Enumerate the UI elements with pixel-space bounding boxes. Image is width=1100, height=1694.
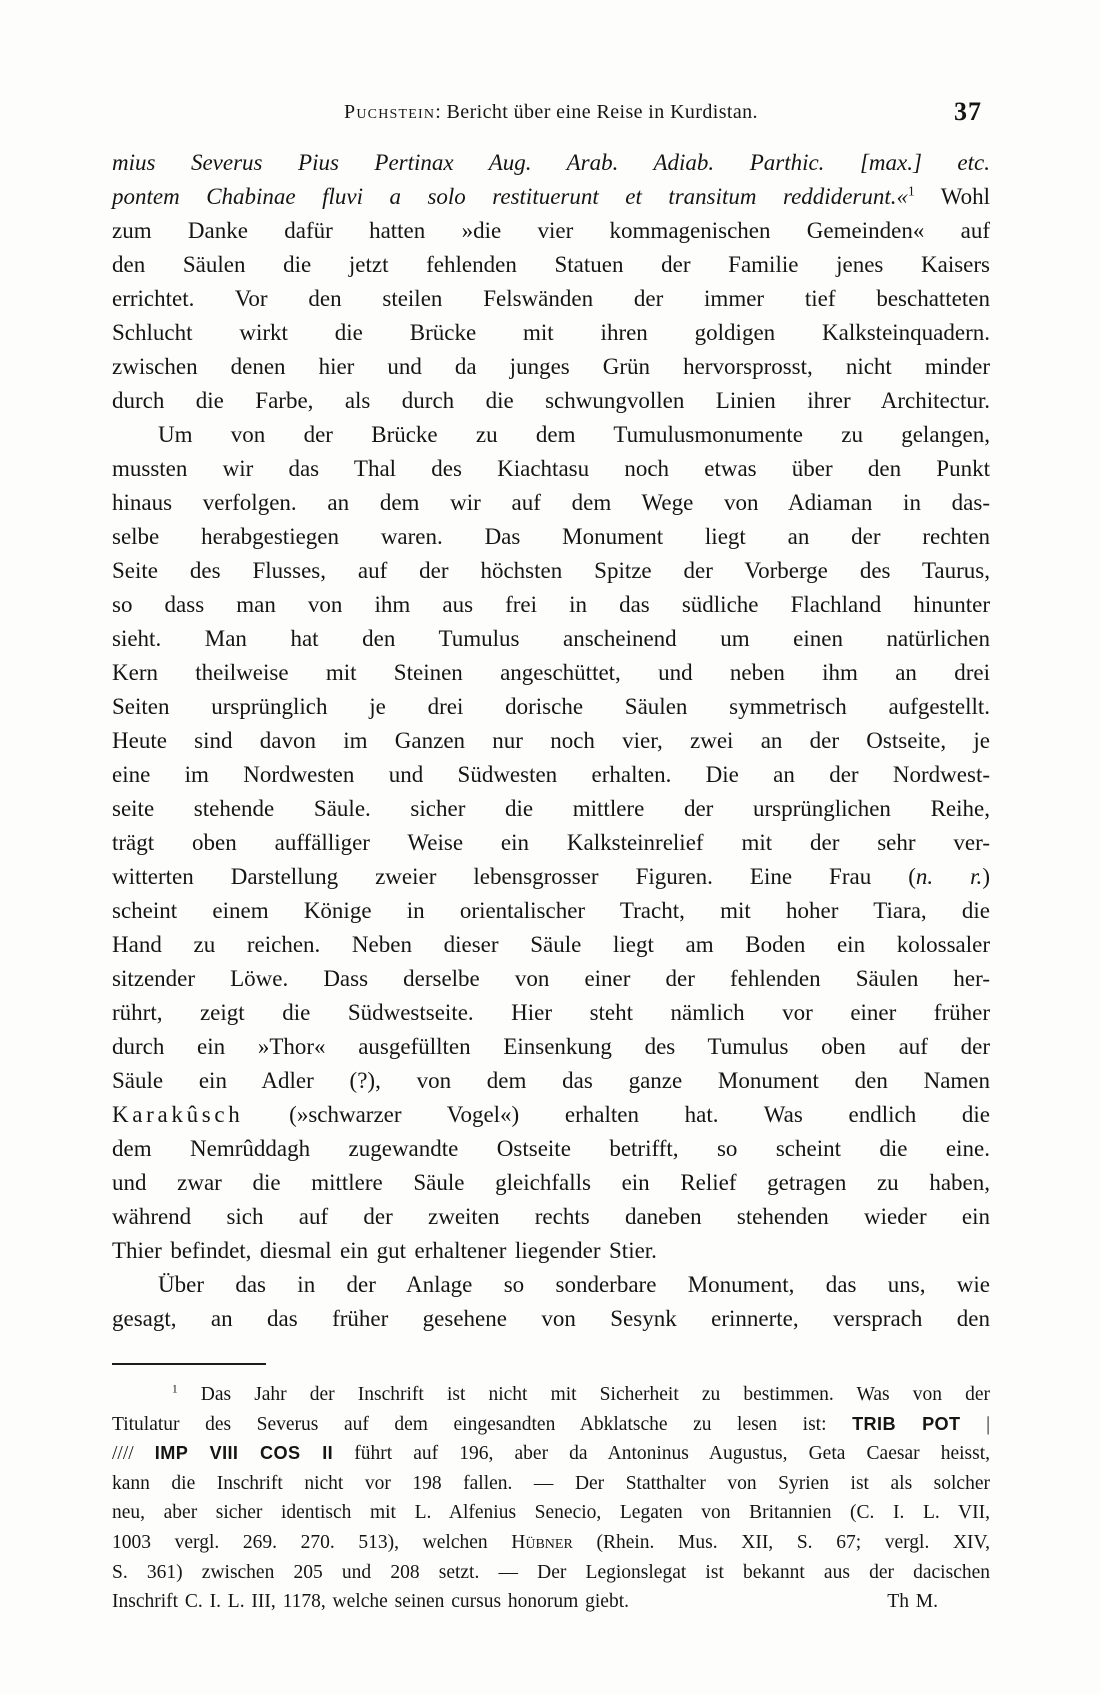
text-segment: Um von der Brücke zu dem Tumulusmonumente zu gelangen, [158, 422, 990, 447]
text-segment: so dass man von ihm aus frei in das südliche Flachland hinunter [112, 592, 990, 617]
text-segment: seite stehende Säule. sicher die mittlere der ursprünglichen Reihe, [112, 796, 990, 821]
body-line [112, 214, 990, 248]
text-segment: Hand zu reichen. Neben dieser Säule liegt am Boden ein kolossaler [112, 932, 990, 957]
body-line [112, 758, 990, 792]
body-line [112, 554, 990, 588]
text-segment: witterten Darstellung zweier lebensgrosser Figuren. Eine Frau ( [112, 864, 916, 889]
main-text-block [112, 146, 990, 1336]
text-segment: | [960, 1413, 990, 1435]
text-segment: Heute sind davon im Ganzen nur noch vier, zwei an der Ostseite, je [112, 728, 990, 753]
text-segment: //// [112, 1443, 155, 1465]
article-title: : Bericht über eine Reise in Kurdistan. [435, 101, 758, 123]
running-head [112, 97, 990, 126]
text-segment: dem Nemrûddagh zugewandte Ostseite betrifft, so scheint die eine. [112, 1136, 990, 1161]
body-line [112, 860, 990, 894]
text-segment: zum Danke dafür hatten »die vier kommagenischen Gemeinden« auf [112, 218, 990, 243]
footnote-line [112, 1380, 990, 1410]
body-line [112, 656, 990, 690]
body-line [112, 894, 990, 928]
text-segment: trägt oben auffälliger Weise ein Kalksteinrelief mit der sehr ver- [112, 830, 990, 855]
body-line [112, 282, 990, 316]
text-segment: TRIB POT [852, 1413, 961, 1434]
body-line [112, 1268, 990, 1302]
text-segment: zwischen denen hier und da junges Grün hervorsprosst, nicht minder [112, 354, 990, 379]
text-segment: Wohl [914, 184, 990, 209]
footnote-rule [112, 1363, 266, 1365]
body-line [112, 384, 990, 418]
text-segment: rührt, zeigt die Südwestseite. Hier steht nämlich vor einer früher [112, 1000, 990, 1025]
body-line [112, 588, 990, 622]
page-number: 37 [954, 97, 982, 126]
body-line [112, 826, 990, 860]
body-line [112, 486, 990, 520]
text-segment: Thier befindet, diesmal ein gut erhaltener liegender Stier. [112, 1238, 657, 1263]
text-segment: Hübner [511, 1531, 573, 1553]
body-line [112, 1200, 990, 1234]
text-segment: Titulatur des Severus auf dem eingesandten Abklatsche zu lesen ist: [112, 1413, 853, 1435]
body-line [112, 690, 990, 724]
body-line [112, 520, 990, 554]
text-segment: (»schwarzer Vogel«) erhalten hat. Was endlich die [243, 1102, 990, 1127]
body-line [112, 962, 990, 996]
text-segment: 1003 vergl. 269. 270. 513), welchen [112, 1531, 512, 1553]
text-segment: errichtet. Vor den steilen Felswänden der immer tief beschatteten [112, 286, 990, 311]
body-line [112, 350, 990, 384]
body-line [112, 146, 990, 180]
body-line [112, 928, 990, 962]
running-title [344, 101, 758, 123]
text-segment: sitzender Löwe. Dass derselbe von einer der fehlenden Säulen her- [112, 966, 990, 991]
text-segment: Säule ein Adler (?), von dem das ganze Monument den Namen [112, 1068, 990, 1093]
footnote-line [112, 1439, 990, 1469]
text-segment: und zwar die mittlere Säule gleichfalls ein Relief getragen zu haben, [112, 1170, 990, 1195]
footnote-reference: 1 [908, 183, 915, 199]
body-line [112, 180, 990, 214]
text-segment: Schlucht wirkt die Brücke mit ihren goldigen Kalksteinquadern. [112, 320, 990, 345]
text-segment: S. 361) zwischen 205 und 208 setzt. — Der Legionslegat ist bekannt aus der dacischen [112, 1561, 990, 1583]
footnote-line [112, 1528, 990, 1558]
text-segment: Seite des Flusses, auf der höchsten Spitze der Vorberge des Taurus, [112, 558, 990, 583]
text-segment: mius Severus Pius Pertinax Aug. Arab. Adiab. Parthic. [max.] etc. [112, 150, 990, 175]
text-segment: mussten wir das Thal des Kiachtasu noch etwas über den Punkt [112, 456, 990, 481]
text-segment: (Rhein. Mus. XII, S. 67; vergl. XIV, [572, 1531, 990, 1553]
body-line [112, 996, 990, 1030]
text-segment: den Säulen die jetzt fehlenden Statuen der Familie jenes Kaisers [112, 252, 990, 277]
body-line [112, 316, 990, 350]
text-segment: n. r. [915, 864, 983, 889]
text-segment: Über das in der Anlage so sonderbare Monument, das uns, wie [158, 1272, 990, 1297]
text-segment: IMP VIII COS II [154, 1443, 334, 1464]
footnote-block [112, 1380, 990, 1617]
body-line [112, 1030, 990, 1064]
body-line [112, 1132, 990, 1166]
body-line [112, 1098, 990, 1132]
body-line [112, 452, 990, 486]
footnote-reference: 1 [172, 1383, 178, 1396]
text-segment: durch ein »Thor« ausgefüllten Einsenkung des Tumulus oben auf der [112, 1034, 990, 1059]
body-line [112, 1234, 990, 1268]
body-line [112, 418, 990, 452]
body-line [112, 792, 990, 826]
text-segment: selbe herabgestiegen waren. Das Monument liegt an der rechten [112, 524, 990, 549]
text-segment: kann die Inschrift nicht vor 198 fallen. — Der Statthalter von Syrien ist als solcher [112, 1472, 990, 1494]
body-line [112, 248, 990, 282]
text-segment: Das Jahr der Inschrift ist nicht mit Sicherheit zu bestimmen. Was von der [177, 1384, 990, 1405]
body-line [112, 1064, 990, 1098]
text-segment: durch die Farbe, als durch die schwungvollen Linien ihrer Architectur. [112, 388, 990, 413]
text-segment: ) [982, 864, 990, 889]
text-segment: gesagt, an das früher gesehene von Sesynk erinnerte, versprach den [112, 1306, 990, 1331]
text-segment: sieht. Man hat den Tumulus anscheinend um einen natürlichen [112, 626, 990, 651]
footnote-line [112, 1469, 990, 1499]
text-segment: Kern theilweise mit Steinen angeschüttet, und neben ihm an drei [112, 660, 990, 685]
footnote-line [112, 1587, 990, 1617]
text-segment: eine im Nordwesten und Südwesten erhalten. Die an der Nordwest- [112, 762, 990, 787]
text-segment: Seiten ursprünglich je drei dorische Säulen symmetrisch aufgestellt. [112, 694, 990, 719]
body-line [112, 622, 990, 656]
body-line [112, 1166, 990, 1200]
text-segment: pontem Chabinae fluvi a solo restituerunt et transitum reddiderunt.« [112, 184, 908, 209]
body-line [112, 1302, 990, 1336]
footnote-line [112, 1558, 990, 1588]
text-segment: während sich auf der zweiten rechts daneben stehenden wieder ein [112, 1204, 990, 1229]
footnote-line [112, 1498, 990, 1528]
text-segment: Th M. [887, 1591, 938, 1613]
footnote-line [112, 1410, 990, 1440]
text-segment: Inschrift C. I. L. III, 1178, welche seinen cursus honorum giebt. [112, 1591, 629, 1613]
text-segment: Karakûsch [112, 1102, 244, 1127]
text-segment: neu, aber sicher identisch mit L. Alfenius Senecio, Legaten von Britannien (C. I. L. VII, [112, 1502, 990, 1524]
text-segment: führt auf 196, aber da Antoninus Augustus, Geta Caesar heisst, [333, 1443, 991, 1465]
text-segment: scheint einem Könige in orientalischer Tracht, mit hoher Tiara, die [112, 898, 990, 923]
text-segment: hinaus verfolgen. an dem wir auf dem Wege von Adiaman in das- [112, 490, 990, 515]
author-name: Puchstein [344, 101, 436, 123]
body-line [112, 724, 990, 758]
